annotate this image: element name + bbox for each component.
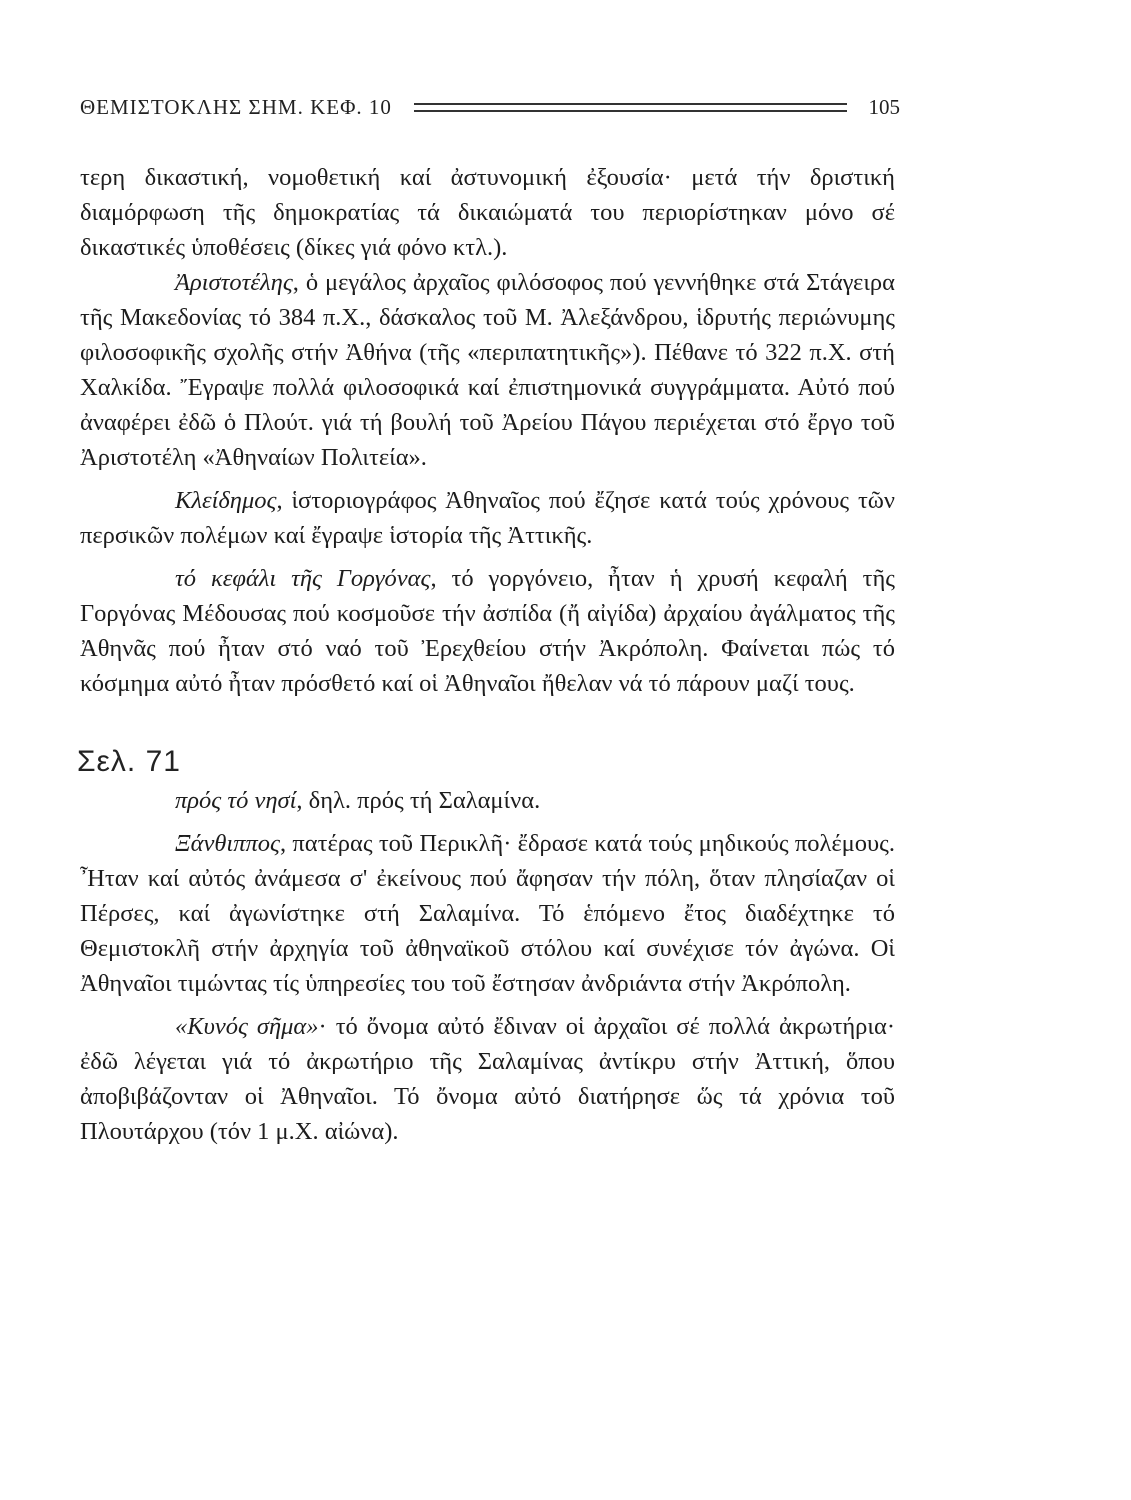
header-rule (414, 103, 847, 112)
note-term: Κλείδημος (175, 487, 277, 514)
note-term: «Κυνός σῆμα» (175, 1013, 319, 1040)
note-kynos-sema (80, 1009, 895, 1149)
note-text: , δηλ. πρός τή Σαλαμίνα. (296, 787, 541, 814)
note-aristotle (80, 265, 895, 475)
note-xanthippus (80, 826, 895, 1001)
page-body (77, 160, 895, 1149)
running-title: ΘΕΜΙΣΤΟΚΛΗΣ ΣΗΜ. ΚΕΦ. 10 (80, 94, 392, 119)
note-gorgon-head (80, 561, 895, 701)
paragraph-continuation: τερη δικαστική, νομοθετική καί ἀστυνομική ἐξουσία· μετά τήν δριστική διαμόρφωση τῆς δημοκρατίας τά δικαιώματά του περιορίστηκαν μόνο σέ δικαστικές ὑποθέσεις (δίκες γιά φόνο κτλ.). (80, 164, 895, 261)
note-text: , πατέρας τοῦ Περικλῆ· ἔδρασε κατά τούς μηδικούς πολέμους. Ἦταν καί αὐτός ἀνάμεσα σ' ἐκείνους πού ἄφησαν τήν πόλη, ὅταν πλησίαζαν οἱ Πέρσες, καί ἀγωνίστηκε στή Σαλαμίνα. Τό ἑπόμενο ἔτος διαδέχτηκε τό Θεμιστοκλῆ στήν ἀρχηγία τοῦ ἀθηναϊκοῦ στόλου καί συνέχισε τόν ἀγώνα. Οἱ Ἀθηναῖοι τιμώντας τίς ὑπηρεσίες του τοῦ ἔστησαν ἀνδριάντα στήν Ἀκρόπολη. (80, 830, 895, 997)
note-to-the-island (80, 783, 895, 818)
note-text: , ἱστοριογράφος Ἀθηναῖος πού ἔζησε κατά τούς χρόνους τῶν περσικῶν πολέμων καί ἔγραψε ἱστορία τῆς Ἀττικῆς. (80, 487, 895, 549)
page-header (80, 90, 900, 124)
note-kleidemos (80, 483, 895, 553)
page-number: 105 (868, 94, 900, 119)
note-term: πρός τό νησί (175, 787, 297, 814)
note-text: , τό γοργόνειο, ἦταν ἡ χρυσή κεφαλή τῆς Γοργόνας Μέδουσας πού κοσμοῦσε τήν ἀσπίδα (ἤ αἰγίδα) ἀρχαίου ἀγάλματος τῆς Ἀθηνᾶς πού ἦταν στό ναό τοῦ Ἐρεχθείου στήν Ἀκρόπολη. Φαίνεται πώς τό κόσμημα αὐτό ἦταν πρόσθετό καί οἱ Ἀθηναῖοι ἤθελαν νά τό πάρουν μαζί τους. (80, 565, 895, 697)
note-term: Ξάνθιππος (175, 830, 280, 857)
note-text: · τό ὄνομα αὐτό ἔδιναν οἱ ἀρχαῖοι σέ πολλά ἀκρωτήρια· ἐδῶ λέγεται γιά τό ἀκρωτήριο τῆς Σαλαμίνας ἀντίκρυ στήν Ἀττική, ὅπου ἀποβιβάζονταν οἱ Ἀθηναῖοι. Τό ὄνομα αὐτό διατήρησε ὥς τά χρόνια τοῦ Πλουτάρχου (τόν 1 μ.Χ. αἰώνα). (80, 1013, 895, 1145)
note-term: Ἀριστοτέλης (175, 269, 293, 296)
note-text: , ὁ μεγάλος ἀρχαῖος φιλόσοφος πού γεννήθηκε στά Στάγειρα τῆς Μακεδονίας τό 384 π.Χ., δάσκαλος τοῦ Μ. Ἀλεξάνδρου, ἱδρυτής περιώνυμης φιλοσοφικῆς σχολῆς στήν Ἀθήνα (τῆς «περιπατητικῆς»). Πέθανε τό 322 π.Χ. στή Χαλκίδα. Ἔγραψε πολλά φιλοσοφικά καί ἐπιστημονικά συγγράμματα. Αὐτό πού ἀναφέρει ἐδῶ ὁ Πλούτ. γιά τή βουλή τοῦ Ἀρείου Πάγου περιέχεται στό ἔργο τοῦ Ἀριστοτέλη «Ἀθηναίων Πολιτεία». (80, 269, 895, 471)
note-term: τό κεφάλι τῆς Γοργόνας (175, 565, 431, 592)
section-heading: Σελ. 71 (77, 745, 181, 778)
